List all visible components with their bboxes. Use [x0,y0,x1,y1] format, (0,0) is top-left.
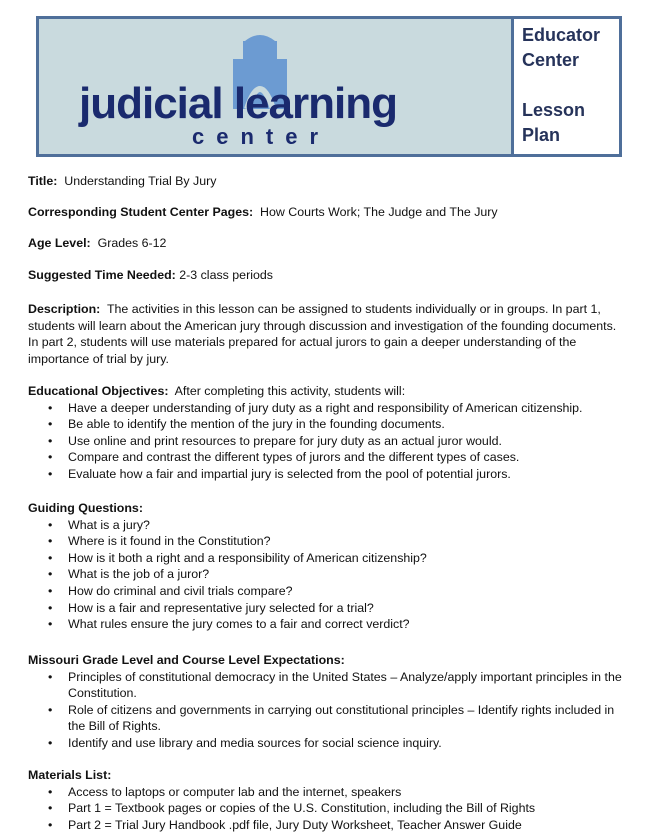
list-item: • How is it both a right and a responsibility of American citizenship? [28,550,628,567]
field-title: Title: Understanding Trial By Jury [28,174,217,188]
objectives: Educational Objectives: After completing this activity, students will: • Have a deeper understanding of jury duty as a right and responsibility of American citizenship. • Be able to identify the mention of the jury in the founding documents. • Use online and print resources to prepare for jury duty as an actual juror would. • Compare and contrast the different types of jurors and the different types of cases. • Evaluate how a fair and impartial jury is selected from the pool of potential jurors. [28,383,628,483]
list-item: • Identify and use library and media sources for social science inquiry. [28,735,628,752]
side-text: Center [522,50,580,70]
list-item: • Access to laptops or computer lab and the internet, speakers [28,784,628,801]
list-item: • Evaluate how a fair and impartial jury is selected from the pool of potential jurors. [28,466,628,483]
field-pages: Corresponding Student Center Pages: How Courts Work; The Judge and The Jury [28,205,498,219]
side-text: Plan [522,125,561,145]
field-age: Age Level: Grades 6-12 [28,236,167,250]
materials: Materials List: • Access to laptops or computer lab and the internet, speakers • Part 1 = Textbook pages or copies of the U.S. Constitution, including the Bill of Rights • Part 2 = Trial Jury Handbook .pdf file, Jury Duty Worksheet, Teacher Answer Guide [28,767,628,833]
list-item: • Role of citizens and governments in carrying out constitutional principles – Identify rights included in the Bill of Rights. [28,702,628,735]
list-item: • Compare and contrast the different types of jurors and the different types of cases. [28,449,628,466]
list-item: • Principles of constitutional democracy in the United States – Analyze/apply important principles in the Constitution. [28,669,628,702]
header-banner [36,16,622,157]
list-item: • Use online and print resources to prepare for jury duty as an actual juror would. [28,433,628,450]
list-item: • How do criminal and civil trials compare? [28,583,628,600]
list-item: • What is the job of a juror? [28,566,628,583]
side-text: Lesson [522,100,586,120]
guiding-questions: Guiding Questions: • What is a jury? • Where is it found in the Constitution? • How is it both a right and a responsibility of American citizenship? • What is the job of a juror? • How do criminal and civil trials compare? • How is a fair and representative jury selected for a trial? • What rules ensure the jury comes to a fair and correct verdict? [28,500,628,633]
side-label [514,19,619,154]
field-time: Suggested Time Needed: 2-3 class periods [28,268,273,282]
list-item: • Where is it found in the Constitution? [28,533,628,550]
expectations: Missouri Grade Level and Course Level Expectations: • Principles of constitutional democracy in the United States – Analyze/apply important principles in the Constitution. • Role of citizens and governments in carrying out constitutional principles – Identify rights included in the Bill of Rights. • Identify and use library and media sources for social science inquiry. [28,652,628,752]
list-item: • What rules ensure the jury comes to a fair and correct verdict? [28,616,628,633]
logo [39,19,514,154]
side-text: Educator [522,25,601,45]
list-item: • Have a deeper understanding of jury duty as a right and responsibility of American citizenship. [28,400,628,417]
list-item: • Part 1 = Textbook pages or copies of the U.S. Constitution, including the Bill of Rights [28,800,628,817]
list-item: • How is a fair and representative jury selected for a trial? [28,600,628,617]
logo-subtext: center [192,124,331,149]
list-item: • Be able to identify the mention of the jury in the founding documents. [28,416,628,433]
description: Description: The activities in this lesson can be assigned to students individually or in groups. In part 1, students will learn about the American jury through discussion and investigation of the founding documents. In part 2, students will use materials prepared for actual jurors to gain a deeper understanding of the importance of trial by jury. [28,302,617,366]
list-item: • What is a jury? [28,517,628,534]
logo-text: judicial learning [79,79,397,128]
list-item: • Part 2 = Trial Jury Handbook .pdf file, Jury Duty Worksheet, Teacher Answer Guide [28,817,628,834]
